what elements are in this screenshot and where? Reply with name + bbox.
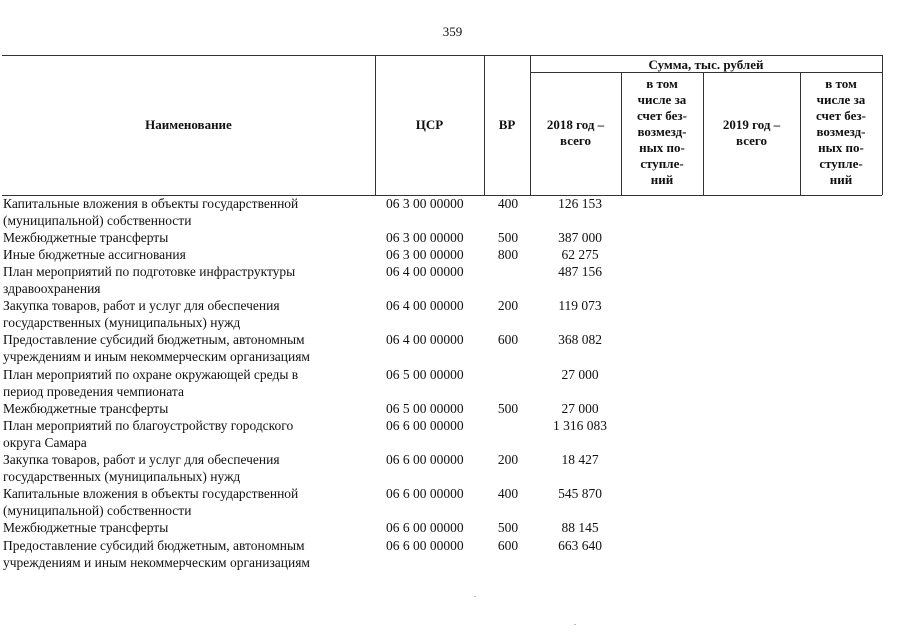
row-amount-2018: 27 000	[561, 367, 599, 382]
row-amount-2018: 18 427	[561, 452, 599, 467]
row-name: План мероприятий по подготовке инфраструктуры здравоохранения	[3, 264, 296, 296]
row-csr: 06 4 00 00000	[386, 332, 464, 347]
header-name: Наименование	[145, 117, 232, 132]
header-2018-grants: в том числе за счет без- возмезд- ных по- ступле- ний	[637, 76, 687, 187]
row-csr: 06 4 00 00000	[386, 298, 464, 313]
row-csr: 06 5 00 00000	[386, 367, 464, 382]
header-2018-total: 2018 год – всего	[546, 117, 605, 148]
row-vr: 200	[497, 452, 519, 467]
row-amount-2018: 368 082	[558, 332, 602, 347]
header-csr: ЦСР	[415, 117, 444, 132]
row-vr: 400	[497, 486, 519, 501]
row-name: План мероприятий по благоустройству городского округа Самара	[3, 418, 294, 450]
header-2019-grants: в том числе за счет без- возмезд- ных по- ступле- ний	[816, 76, 866, 187]
row-csr: 06 6 00 00000	[386, 486, 464, 501]
row-name: Предоставление субсидий бюджетным, автономным учреждениям и иным некоммерческим организациям	[3, 538, 310, 570]
row-vr: 600	[497, 332, 519, 347]
row-vr: 500	[497, 520, 519, 535]
header-vr: ВР	[498, 117, 516, 132]
row-amount-2018: 1 316 083	[553, 418, 607, 433]
header-sum: Сумма, тыс. рублей	[648, 57, 764, 72]
row-vr: 200	[497, 298, 519, 313]
row-name: Капитальные вложения в объекты государственной (муниципальной) собственности	[3, 196, 299, 228]
row-amount-2018: 387 000	[558, 230, 602, 245]
row-amount-2018: 126 153	[558, 196, 602, 211]
row-csr: 06 6 00 00000	[386, 418, 464, 433]
header-top-rule	[2, 55, 882, 56]
row-csr: 06 3 00 00000	[386, 247, 464, 262]
row-amount-2018: 88 145	[561, 520, 599, 535]
row-name: Закупка товаров, работ и услуг для обеспечения государственных (муниципальных) нужд	[3, 298, 280, 330]
row-amount-2018: 62 275	[561, 247, 599, 262]
row-csr: 06 4 00 00000	[386, 264, 464, 279]
row-name: Закупка товаров, работ и услуг для обеспечения государственных (муниципальных) нужд	[3, 452, 280, 484]
row-csr: 06 6 00 00000	[386, 520, 464, 535]
row-amount-2018: 27 000	[561, 401, 599, 416]
header-2019-total: 2019 год – всего	[722, 117, 781, 148]
row-name: Межбюджетные трансферты	[3, 230, 169, 245]
row-name: Межбюджетные трансферты	[3, 401, 169, 416]
row-vr: 500	[497, 230, 519, 245]
page-number: 359	[442, 24, 463, 39]
row-amount-2018: 119 073	[558, 298, 602, 313]
row-vr: 500	[497, 401, 519, 416]
row-amount-2018: 663 640	[558, 538, 602, 553]
row-amount-2018: 545 870	[558, 486, 602, 501]
row-vr: 600	[497, 538, 519, 553]
row-vr: 400	[497, 196, 519, 211]
row-name: План мероприятий по охране окружающей среды в период проведения чемпионата	[3, 367, 299, 399]
row-csr: 06 6 00 00000	[386, 452, 464, 467]
row-name: Иные бюджетные ассигнования	[3, 247, 186, 262]
row-csr: 06 3 00 00000	[386, 196, 464, 211]
row-name: Предоставление субсидий бюджетным, автономным учреждениям и иным некоммерческим организациям	[3, 332, 310, 364]
row-csr: 06 5 00 00000	[386, 401, 464, 416]
scan-speck	[574, 624, 576, 625]
row-vr: 800	[497, 247, 519, 262]
scan-speck	[474, 596, 476, 597]
row-csr: 06 6 00 00000	[386, 538, 464, 553]
row-name: Межбюджетные трансферты	[3, 520, 169, 535]
row-name: Капитальные вложения в объекты государственной (муниципальной) собственности	[3, 486, 299, 518]
row-csr: 06 3 00 00000	[386, 230, 464, 245]
row-amount-2018: 487 156	[558, 264, 602, 279]
column-rule	[882, 55, 883, 195]
